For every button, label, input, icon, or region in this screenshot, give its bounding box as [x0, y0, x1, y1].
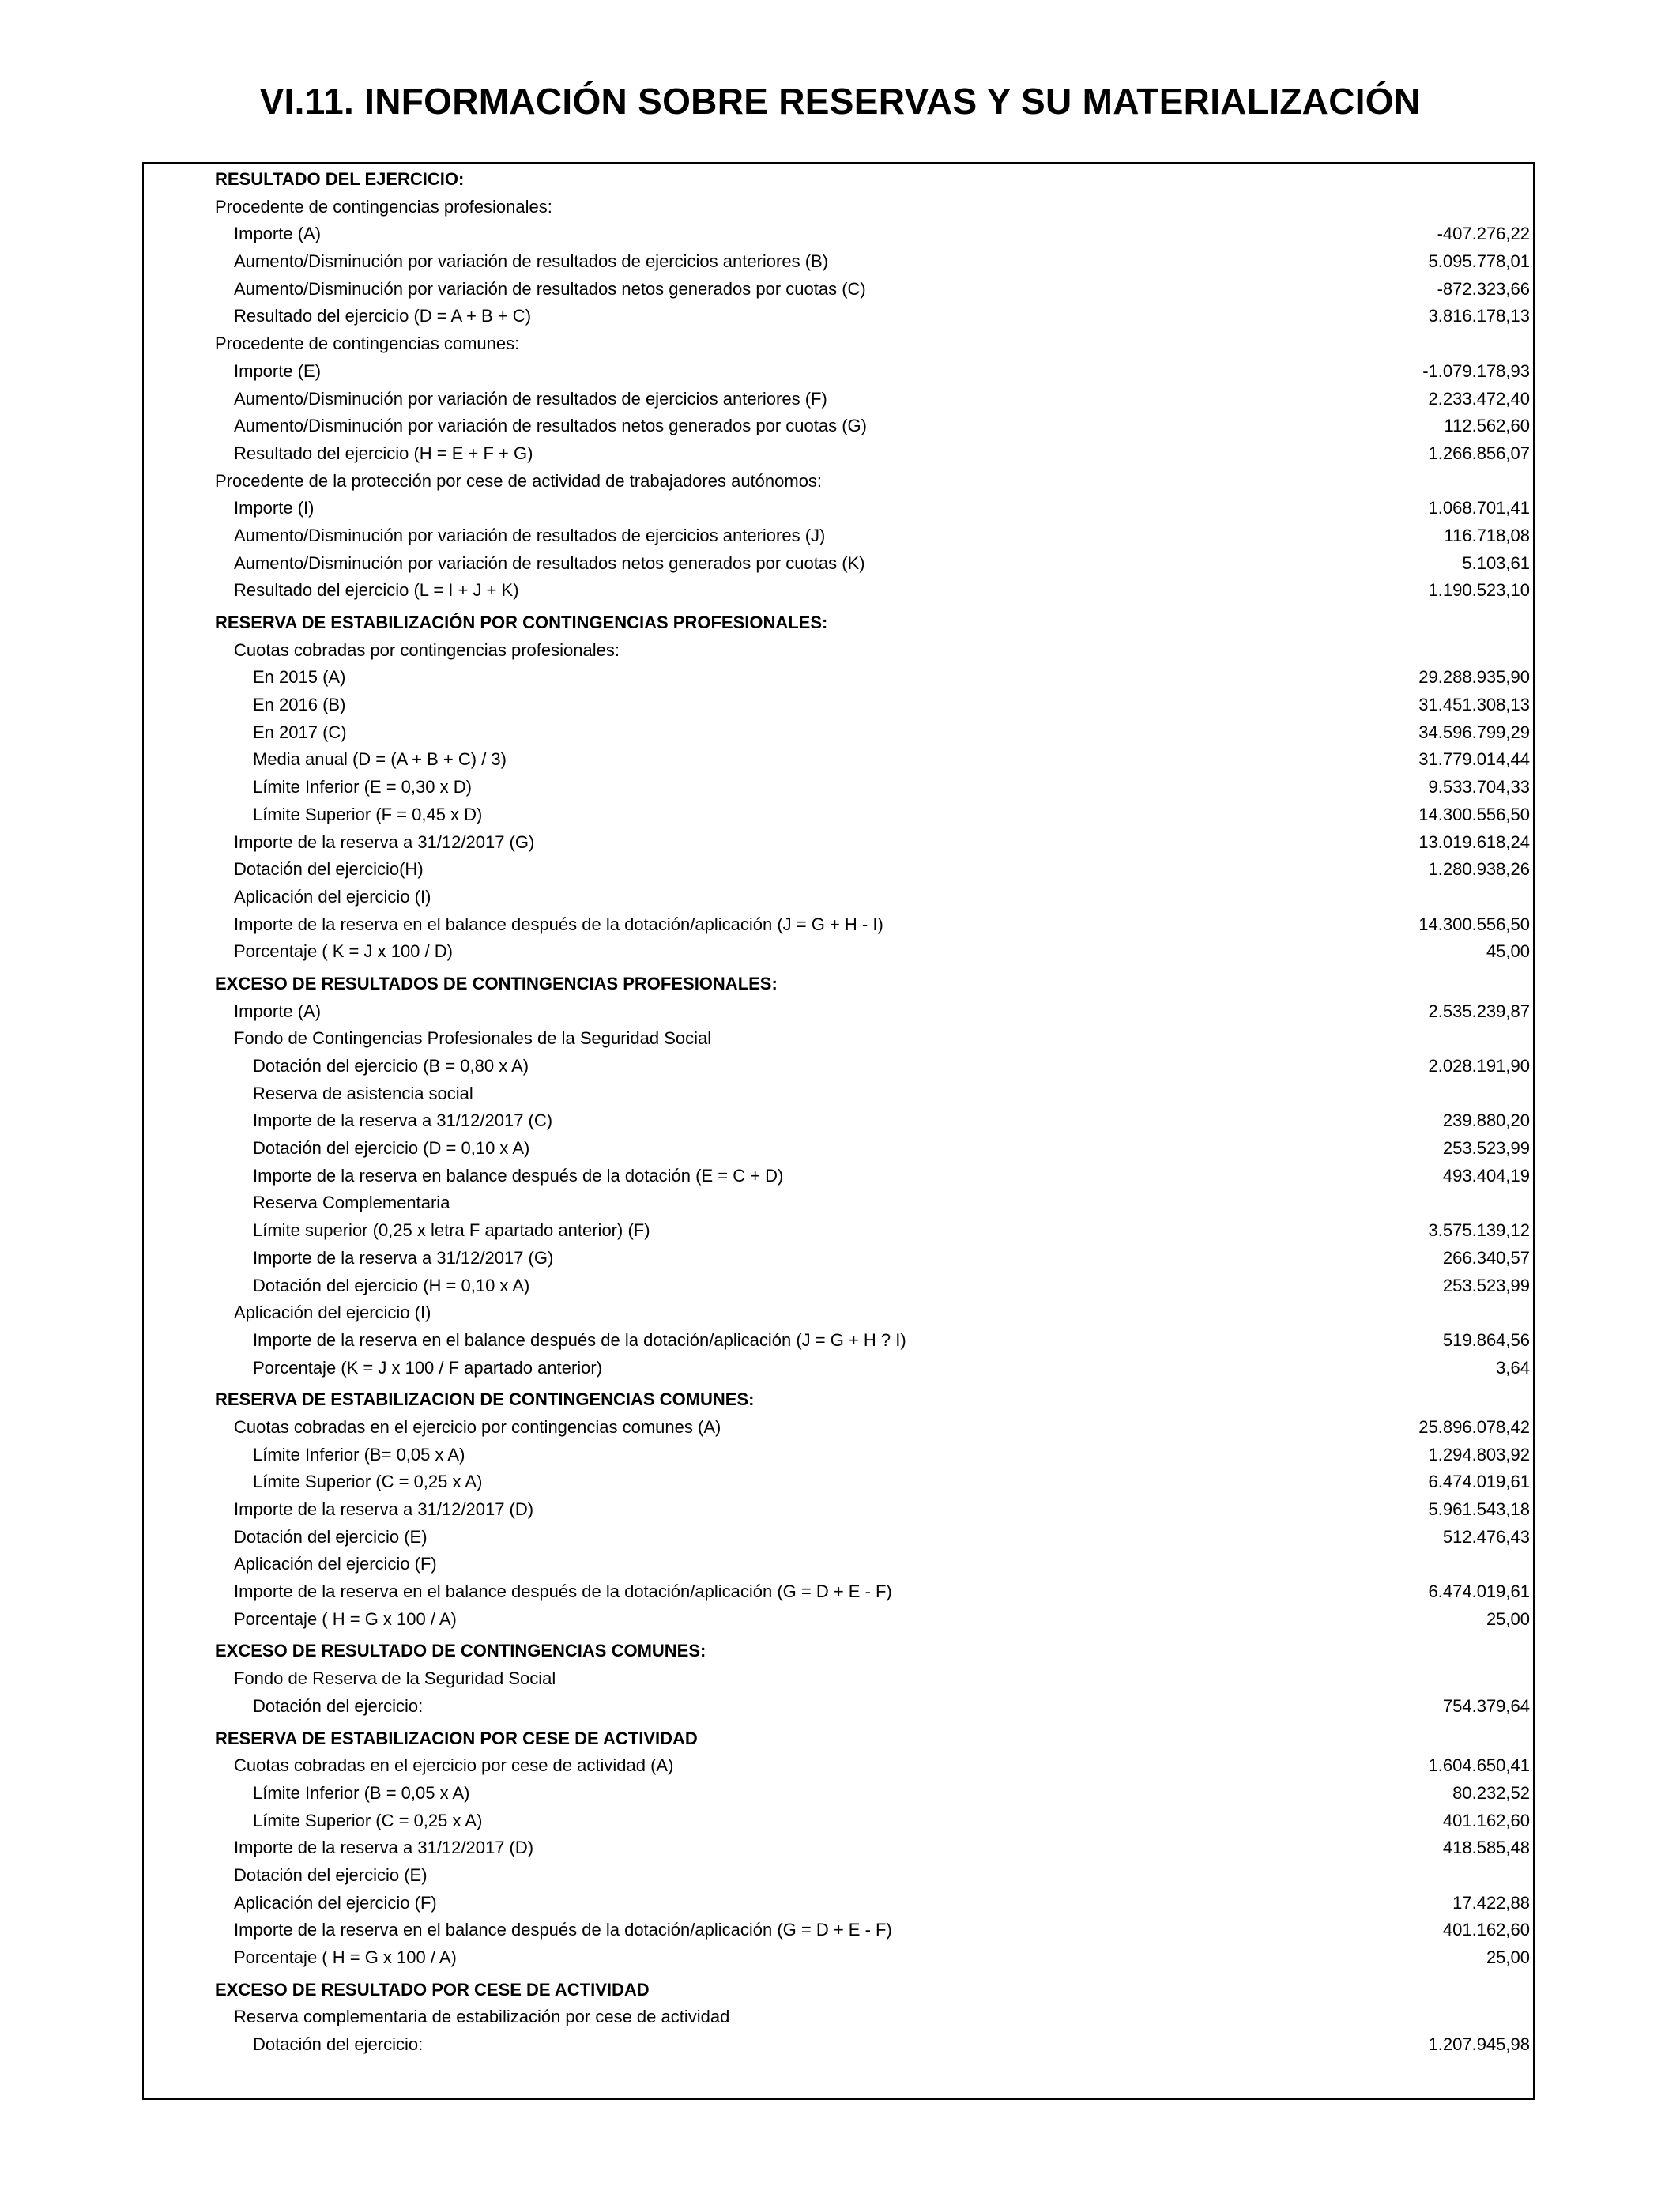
row-label: Aplicación del ejercicio (I) — [234, 1302, 431, 1323]
row-label: Importe de la reserva a 31/12/2017 (D) — [234, 1499, 534, 1519]
row-value: 25,00 — [1486, 1947, 1530, 1967]
table-row — [215, 911, 1530, 939]
table-row — [215, 194, 1530, 221]
row-label: Dotación del ejercicio(H) — [234, 859, 424, 880]
row-value: 5.095.778,01 — [1428, 251, 1530, 272]
row-label: Importe de la reserva a 31/12/2017 (G) — [234, 831, 535, 852]
row-label: Procedente de contingencias profesionales: — [215, 196, 552, 217]
row-value: -407.276,22 — [1437, 224, 1530, 244]
section-header — [215, 1386, 1530, 1414]
table-row — [215, 248, 1530, 276]
row-label: Resultado del ejercicio (L = I + J + K) — [234, 580, 519, 601]
row-label: Importe de la reserva en el balance después de la dotación/aplicación (J = G + H - I) — [234, 914, 883, 934]
row-value: 3.816.178,13 — [1428, 306, 1530, 326]
table-row — [215, 276, 1530, 303]
row-label: Porcentaje ( K = J x 100 / D) — [234, 941, 453, 962]
table-row — [215, 1053, 1530, 1080]
table-row — [215, 1780, 1530, 1808]
row-label: Aumento/Disminución por variación de resultados de ejercicios anteriores (F) — [234, 388, 827, 409]
row-label: Importe (A) — [234, 1001, 322, 1021]
table-row — [215, 1107, 1530, 1135]
table-row — [215, 1808, 1530, 1835]
row-label: Dotación del ejercicio (H = 0,10 x A) — [253, 1275, 530, 1295]
table-row — [215, 1665, 1530, 1693]
table-row — [215, 2004, 1530, 2031]
table-row — [215, 1917, 1530, 1944]
table-row — [215, 550, 1530, 578]
row-label: Resultado del ejercicio (D = A + B + C) — [234, 306, 532, 326]
table-row — [215, 221, 1530, 248]
row-label: Importe de la reserva a 31/12/2017 (D) — [234, 1838, 534, 1858]
row-label: Aumento/Disminución por variación de resultados netos generados por cuotas (G) — [234, 416, 867, 436]
row-value: -872.323,66 — [1437, 278, 1530, 299]
row-label: Procedente de la protección por cese de actividad de trabajadores autónomos: — [215, 470, 823, 491]
table-row — [215, 692, 1530, 719]
row-value: 34.596.799,29 — [1418, 722, 1530, 742]
table-row — [215, 577, 1530, 605]
row-value: 401.162,60 — [1442, 1920, 1530, 1940]
row-label: Porcentaje ( H = G x 100 / A) — [234, 1947, 457, 1967]
table-row — [215, 998, 1530, 1026]
table-row — [215, 719, 1530, 747]
table-row — [215, 1693, 1530, 1721]
row-label: Importe de la reserva en el balance después de la dotación/aplicación (J = G + H ? I) — [253, 1329, 906, 1350]
section-header — [215, 166, 1530, 194]
row-label: Límite Superior (C = 0,25 x A) — [253, 1472, 483, 1492]
page-title: VI.11. INFORMACIÓN SOBRE RESERVAS Y SU MATERIALIZACIÓN — [259, 81, 1421, 122]
table-row — [215, 1442, 1530, 1469]
row-label: Aplicación del ejercicio (F) — [234, 1892, 437, 1913]
row-value: 519.864,56 — [1442, 1329, 1530, 1350]
row-label: Límite Superior (F = 0,45 x D) — [253, 804, 483, 824]
table-row — [215, 1524, 1530, 1551]
row-label: Importe (A) — [234, 224, 322, 244]
table-row — [215, 522, 1530, 550]
row-label: Importe (I) — [234, 498, 315, 518]
row-value: -1.079.178,93 — [1422, 360, 1530, 381]
row-value: 6.474.019,61 — [1428, 1581, 1530, 1602]
row-label: Dotación del ejercicio (B = 0,80 x A) — [253, 1056, 529, 1076]
table-row — [215, 1025, 1530, 1053]
row-value: 266.340,57 — [1442, 1247, 1530, 1268]
section-header-label: RESERVA DE ESTABILIZACIÓN POR CONTINGENCIAS PROFESIONALES: — [215, 613, 828, 632]
row-label: En 2017 (C) — [253, 722, 347, 742]
table-row — [215, 829, 1530, 857]
row-label: Aumento/Disminución por variación de resultados de ejercicios anteriores (B) — [234, 251, 829, 272]
table-row — [215, 495, 1530, 522]
table-row — [215, 1890, 1530, 1917]
row-value: 45,00 — [1486, 941, 1530, 962]
row-label: Dotación del ejercicio: — [253, 2034, 424, 2055]
row-label: Límite Inferior (B= 0,05 x A) — [253, 1444, 465, 1465]
table-row — [215, 1327, 1530, 1355]
section-header-label: EXCESO DE RESULTADO DE CONTINGENCIAS COMUNES: — [215, 1641, 706, 1661]
table-row — [215, 1468, 1530, 1496]
table-row — [215, 1245, 1530, 1272]
section-header — [215, 1977, 1530, 2004]
row-label: Aumento/Disminución por variación de resultados netos generados por cuotas (C) — [234, 278, 866, 299]
table-row — [215, 1217, 1530, 1245]
table-row — [215, 1080, 1530, 1108]
table-row — [215, 1606, 1530, 1634]
row-label: Importe de la reserva en balance después de la dotación (E = C + D) — [253, 1165, 784, 1186]
row-label: Aumento/Disminución por variación de resultados de ejercicios anteriores (J) — [234, 525, 826, 545]
table-row — [215, 884, 1530, 911]
table-row — [215, 1414, 1530, 1442]
row-label: Aplicación del ejercicio (F) — [234, 1554, 437, 1574]
row-value: 5.961.543,18 — [1428, 1499, 1530, 1519]
table-row — [215, 440, 1530, 468]
row-value: 253.523,99 — [1442, 1138, 1530, 1159]
table-row — [215, 386, 1530, 413]
table-row — [215, 1551, 1530, 1578]
table-row — [215, 801, 1530, 829]
row-value: 1.294.803,92 — [1428, 1444, 1530, 1465]
row-label: Cuotas cobradas por contingencias profesionales: — [234, 639, 620, 660]
row-value: 80.232,52 — [1452, 1782, 1530, 1803]
row-label: Límite superior (0,25 x letra F apartado anterior) (F) — [253, 1220, 650, 1241]
row-label: Límite Superior (C = 0,25 x A) — [253, 1810, 483, 1830]
table-row — [215, 1944, 1530, 1972]
section-header-label: RESULTADO DEL EJERCICIO: — [215, 169, 465, 189]
row-label: Procedente de contingencias comunes: — [215, 334, 520, 354]
row-label: Importe de la reserva en el balance después de la dotación/aplicación (G = D + E - F) — [234, 1581, 892, 1602]
section-header-label: EXCESO DE RESULTADOS DE CONTINGENCIAS PROFESIONALES: — [215, 973, 778, 993]
row-label: Límite Inferior (B = 0,05 x A) — [253, 1782, 470, 1803]
section-header-label: RESERVA DE ESTABILIZACION DE CONTINGENCIAS COMUNES: — [215, 1389, 755, 1410]
row-label: Dotación del ejercicio (E) — [234, 1864, 428, 1885]
row-value: 25,00 — [1486, 1608, 1530, 1629]
row-value: 1.266.856,07 — [1428, 443, 1530, 463]
row-value: 3.575.139,12 — [1428, 1220, 1530, 1241]
table-row — [215, 1862, 1530, 1890]
row-value: 116.718,08 — [1444, 525, 1530, 545]
table-row — [215, 938, 1530, 966]
row-value: 14.300.556,50 — [1418, 804, 1530, 824]
row-value: 14.300.556,50 — [1418, 914, 1530, 934]
table-row — [215, 330, 1530, 358]
row-label: Aumento/Disminución por variación de resultados netos generados por cuotas (K) — [234, 552, 865, 573]
row-label: Media anual (D = (A + B + C) / 3) — [253, 749, 507, 770]
table-row — [215, 1752, 1530, 1780]
row-value: 1.604.650,41 — [1428, 1755, 1530, 1776]
table-row — [215, 413, 1530, 440]
row-label: Importe de la reserva a 31/12/2017 (G) — [253, 1247, 554, 1268]
row-value: 13.019.618,24 — [1418, 831, 1530, 852]
row-value: 1.207.945,98 — [1428, 2034, 1530, 2055]
row-label: Fondo de Reserva de la Seguridad Social — [234, 1668, 556, 1689]
row-value: 512.476,43 — [1442, 1526, 1530, 1547]
row-value: 17.422,88 — [1452, 1892, 1530, 1913]
row-label: Reserva de asistencia social — [253, 1083, 473, 1103]
section-header-label: EXCESO DE RESULTADO POR CESE DE ACTIVIDAD — [215, 1979, 650, 2000]
row-value: 401.162,60 — [1442, 1810, 1530, 1830]
table-row — [215, 1163, 1530, 1190]
row-value: 112.562,60 — [1444, 416, 1530, 436]
row-value: 6.474.019,61 — [1428, 1472, 1530, 1492]
row-label: Dotación del ejercicio (E) — [234, 1526, 428, 1547]
table-row — [215, 1272, 1530, 1300]
table-row — [215, 468, 1530, 496]
row-label: Porcentaje (K = J x 100 / F apartado anterior) — [253, 1357, 603, 1378]
table-row — [215, 358, 1530, 386]
section-header — [215, 971, 1530, 998]
reserves-table — [215, 166, 1530, 2059]
table-row — [215, 637, 1530, 665]
table-row — [215, 856, 1530, 884]
section-header — [215, 1725, 1530, 1753]
row-label: Límite Inferior (E = 0,30 x D) — [253, 777, 472, 797]
table-row — [215, 1355, 1530, 1382]
table-row — [215, 303, 1530, 330]
table-row — [215, 664, 1530, 692]
row-label: Dotación del ejercicio: — [253, 1695, 424, 1716]
row-value: 239.880,20 — [1442, 1110, 1530, 1131]
row-label: Importe de la reserva en el balance después de la dotación/aplicación (G = D + E - F) — [234, 1920, 892, 1940]
row-value: 1.068.701,41 — [1428, 498, 1530, 518]
row-label: Aplicación del ejercicio (I) — [234, 886, 431, 907]
row-value: 29.288.935,90 — [1418, 667, 1530, 688]
row-value: 1.190.523,10 — [1428, 580, 1530, 601]
row-label: Dotación del ejercicio (D = 0,10 x A) — [253, 1138, 530, 1159]
table-row — [215, 1135, 1530, 1163]
table-row — [215, 1834, 1530, 1862]
row-label: Reserva Complementaria — [253, 1193, 450, 1213]
row-label: Fondo de Contingencias Profesionales de la Seguridad Social — [234, 1028, 712, 1049]
row-label: Cuotas cobradas en el ejercicio por contingencias comunes (A) — [234, 1416, 721, 1437]
row-value: 1.280.938,26 — [1428, 859, 1530, 880]
row-value: 418.585,48 — [1442, 1838, 1530, 1858]
row-label: En 2016 (B) — [253, 695, 346, 715]
section-header — [215, 609, 1530, 637]
table-row — [215, 1189, 1530, 1217]
table-row — [215, 1496, 1530, 1524]
row-value: 253.523,99 — [1442, 1275, 1530, 1295]
row-value: 493.404,19 — [1442, 1165, 1530, 1186]
row-label: Cuotas cobradas en el ejercicio por cese de actividad (A) — [234, 1755, 674, 1776]
row-label: Importe (E) — [234, 360, 322, 381]
row-label: Importe de la reserva a 31/12/2017 (C) — [253, 1110, 553, 1131]
row-label: Reserva complementaria de estabilización por cese de actividad — [234, 2007, 730, 2027]
section-header-label: RESERVA DE ESTABILIZACION POR CESE DE ACTIVIDAD — [215, 1728, 698, 1748]
row-value: 2.233.472,40 — [1428, 388, 1530, 409]
row-value: 2.535.239,87 — [1428, 1001, 1530, 1021]
row-label: Resultado del ejercicio (H = E + F + G) — [234, 443, 533, 463]
row-value: 754.379,64 — [1442, 1695, 1530, 1716]
section-header — [215, 1638, 1530, 1665]
row-value: 3,64 — [1496, 1357, 1530, 1378]
table-row — [215, 2031, 1530, 2059]
table-row — [215, 1299, 1530, 1327]
table-row — [215, 746, 1530, 774]
row-value: 5.103,61 — [1462, 552, 1530, 573]
table-row — [215, 774, 1530, 801]
row-value: 9.533.704,33 — [1428, 777, 1530, 797]
row-label: En 2015 (A) — [253, 667, 346, 688]
row-value: 31.451.308,13 — [1418, 695, 1530, 715]
row-value: 2.028.191,90 — [1428, 1056, 1530, 1076]
table-row — [215, 1578, 1530, 1606]
row-value: 31.779.014,44 — [1418, 749, 1530, 770]
row-label: Porcentaje ( H = G x 100 / A) — [234, 1608, 457, 1629]
row-value: 25.896.078,42 — [1418, 1416, 1530, 1437]
